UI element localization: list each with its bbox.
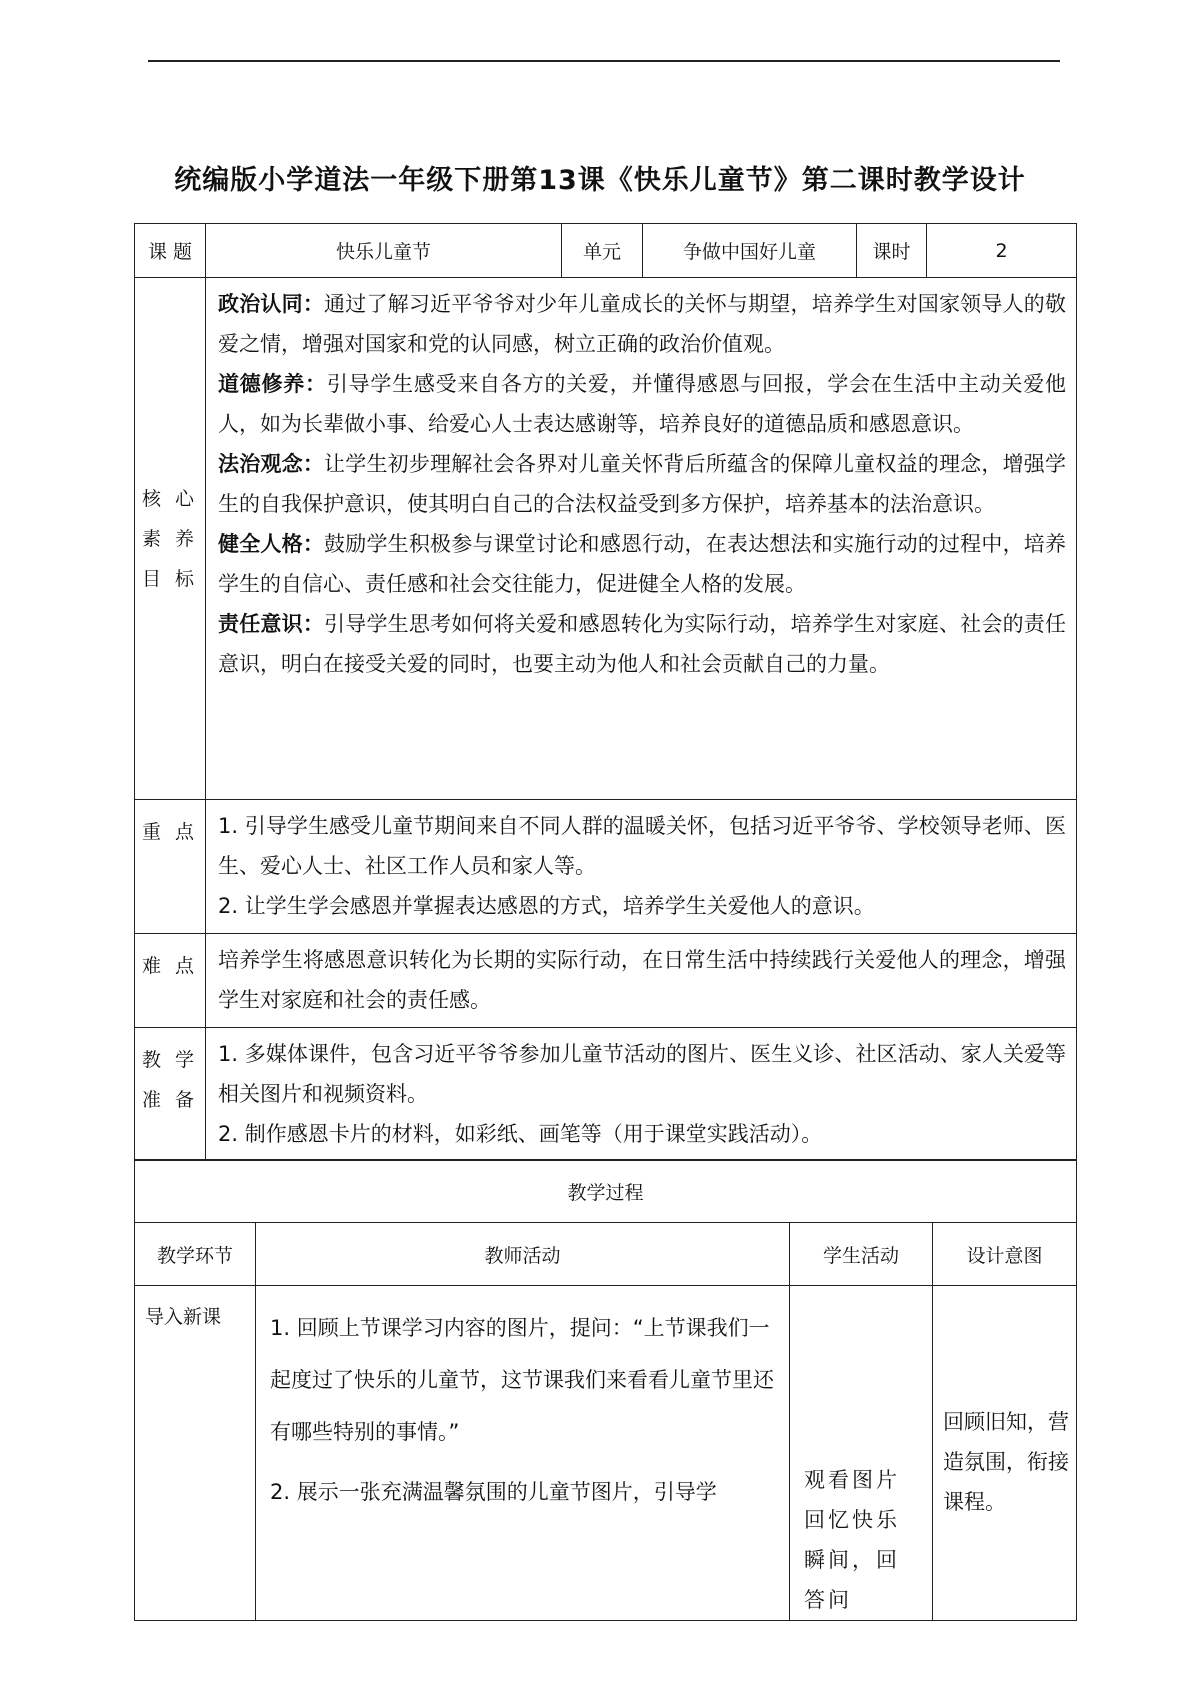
topic-label: 课 题 bbox=[135, 224, 206, 278]
header-rule bbox=[148, 60, 1060, 62]
unit-value: 争做中国好儿童 bbox=[643, 224, 857, 278]
teaching-process-table bbox=[134, 1159, 1077, 1621]
preparation-label: 教 学 准 备 bbox=[135, 1028, 206, 1161]
lesson-info-table bbox=[134, 223, 1077, 1161]
key-points-content: 1. 引导学生感受儿童节期间来自不同人群的温暖关怀，包括习近平爷爷、学校领导老师、医生、爱心人士、社区工作人员和家人等。 2. 让学生学会感恩并掌握表达感恩的方式，培养学生关爱他人的意识。 bbox=[206, 800, 1077, 934]
process-row bbox=[135, 1286, 1077, 1621]
column-header: 设计意图 bbox=[933, 1223, 1077, 1286]
process-title-row bbox=[135, 1160, 1077, 1223]
core-item: 法治观念：让学生初步理解社会各界对儿童关怀背后所蕴含的保障儿童权益的理念，增强学生的自我保护意识，使其明白自己的合法权益受到多方保护，培养基本的法治意识。 bbox=[218, 452, 1067, 516]
difficulties-label: 难 点 bbox=[135, 934, 206, 1028]
preparation-row bbox=[135, 1028, 1077, 1161]
student-activity-cell: 观看图片回忆快乐瞬间，回答问 bbox=[790, 1286, 933, 1621]
column-header: 教学环节 bbox=[135, 1223, 256, 1286]
core-item: 健全人格：鼓励学生积极参与课堂讨论和感恩行动，在表达想法和实施行动的过程中，培养学生的自信心、责任感和社会交往能力，促进健全人格的发展。 bbox=[218, 532, 1067, 596]
column-header: 教师活动 bbox=[256, 1223, 790, 1286]
core-literacy-content bbox=[206, 278, 1077, 800]
teacher-activity-cell: 1. 回顾上节课学习内容的图片，提问：“上节课我们一起度过了快乐的儿童节，这节课我们来看看儿童节里还有哪些特别的事情。” 2. 展示一张充满温馨氛围的儿童节图片，引导学 bbox=[256, 1286, 790, 1621]
core-literacy-label: 核 心 素 养 目 标 bbox=[135, 278, 206, 800]
preparation-content: 1. 多媒体课件，包含习近平爷爷参加儿童节活动的图片、医生义诊、社区活动、家人关爱等相关图片和视频资料。 2. 制作感恩卡片的材料，如彩纸、画笔等（用于课堂实践活动）。 bbox=[206, 1028, 1077, 1161]
topic-value: 快乐儿童节 bbox=[206, 224, 562, 278]
key-points-label: 重 点 bbox=[135, 800, 206, 934]
stage-cell: 导入新课 bbox=[135, 1286, 256, 1621]
difficulties-row bbox=[135, 934, 1077, 1028]
column-header: 学生活动 bbox=[790, 1223, 933, 1286]
design-intent-cell: 回顾旧知，营造氛围，衔接课程。 bbox=[933, 1286, 1077, 1621]
period-value: 2 bbox=[927, 224, 1077, 278]
process-section-title: 教学过程 bbox=[135, 1160, 1077, 1223]
core-item: 政治认同：通过了解习近平爷爷对少年儿童成长的关怀与期望，培养学生对国家领导人的敬爱之情，增强对国家和党的认同感，树立正确的政治价值观。 bbox=[218, 292, 1067, 356]
difficulties-content: 培养学生将感恩意识转化为长期的实际行动，在日常生活中持续践行关爱他人的理念，增强学生对家庭和社会的责任感。 bbox=[206, 934, 1077, 1028]
period-label: 课时 bbox=[857, 224, 927, 278]
header-row bbox=[135, 224, 1077, 278]
core-item: 道德修养：引导学生感受来自各方的关爱，并懂得感恩与回报，学会在生活中主动关爱他人，如为长辈做小事、给爱心人士表达感谢等，培养良好的道德品质和感恩意识。 bbox=[218, 372, 1067, 436]
core-item: 责任意识：引导学生思考如何将关爱和感恩转化为实际行动，培养学生对家庭、社会的责任意识，明白在接受关爱的同时，也要主动为他人和社会贡献自己的力量。 bbox=[218, 612, 1067, 676]
unit-label: 单元 bbox=[562, 224, 643, 278]
process-header-row bbox=[135, 1223, 1077, 1286]
key-points-row bbox=[135, 800, 1077, 934]
document-title: 统编版小学道法一年级下册第13课《快乐儿童节》第二课时教学设计 bbox=[174, 165, 1026, 196]
core-literacy-row bbox=[135, 278, 1077, 800]
